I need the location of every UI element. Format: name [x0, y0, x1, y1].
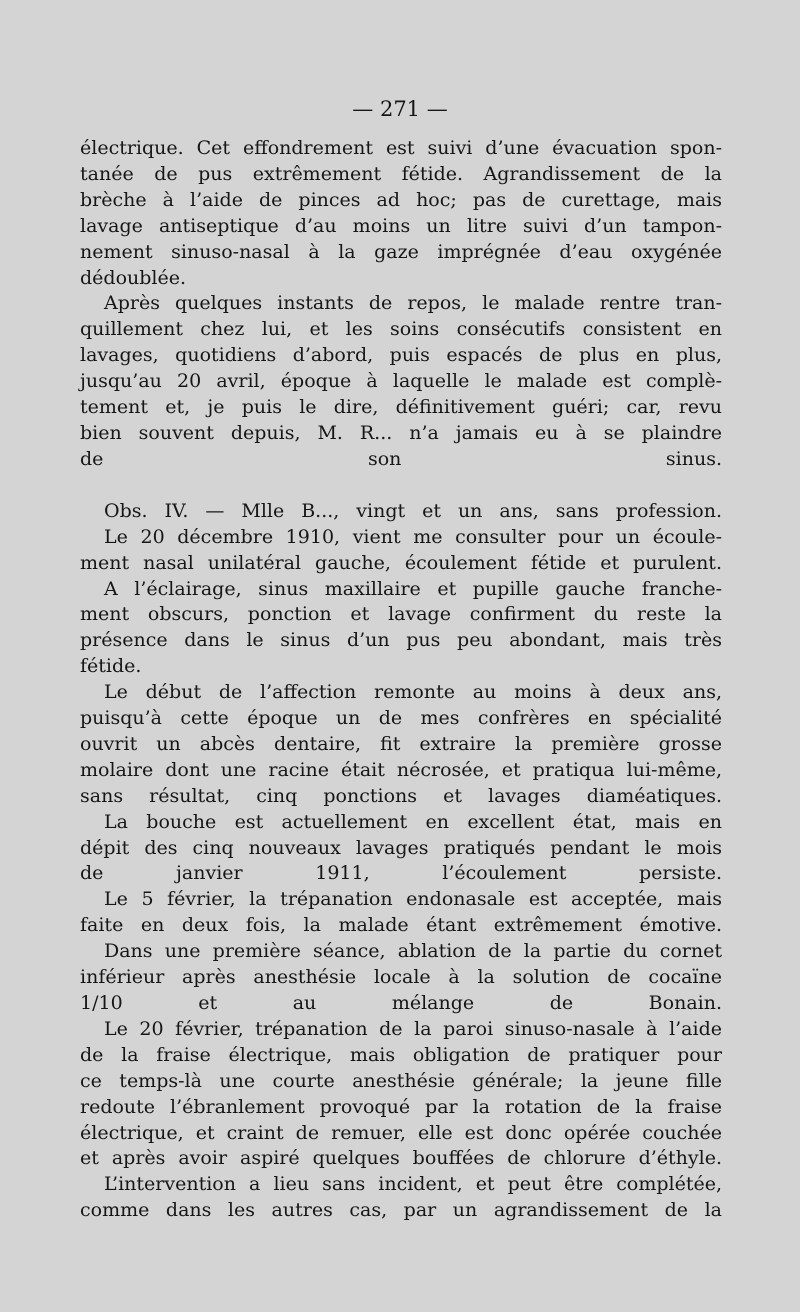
text-line: tanée de pus extrêmement fétide. Agrandissement de la: [80, 162, 722, 185]
text-line: ce temps-là une courte anesthésie générale; la jeune fille: [80, 1069, 722, 1092]
paragraph: [80, 810, 722, 888]
text-line: Après quelques instants de repos, le malade rentre tran-: [104, 292, 722, 315]
text-line: Dans une première séance, ablation de la partie du cornet: [104, 940, 722, 963]
text-line: L’intervention a lieu sans incident, et peut être complétée,: [104, 1173, 722, 1196]
text-line: inférieur après anesthésie locale à la solution de cocaïne: [80, 966, 722, 989]
text-line: dépit des cinq nouveaux lavages pratiqués pendant le mois: [80, 836, 722, 859]
paragraph: [80, 525, 722, 577]
text-line: électrique, et craint de remuer, elle est donc opérée couchée: [80, 1121, 722, 1144]
text-line: Le début de l’affection remonte au moins à deux ans,: [104, 681, 722, 704]
text-line: 1/10 et au mélange de Bonain.: [80, 992, 722, 1014]
section-gap: [80, 473, 722, 499]
text-line: molaire dont une racine était nécrosée, et pratiqua lui-même,: [80, 758, 722, 781]
paragraph: [80, 136, 722, 291]
observation-heading: Obs. IV. — Mlle B..., vingt et un ans, sans profession.: [104, 499, 722, 522]
paragraph: [80, 939, 722, 1017]
text-line: lavage antiseptique d’au moins un litre suivi d’un tampon-: [80, 214, 722, 237]
text-line: La bouche est actuellement en excellent état, mais en: [104, 810, 722, 833]
paragraph: [80, 887, 722, 939]
text-line: lavages, quotidiens d’abord, puis espacés de plus en plus,: [80, 344, 722, 367]
text-line: puisqu’à cette époque un de mes confrères en spécialité: [80, 707, 722, 730]
text-line: nement sinuso-nasal à la gaze imprégnée d’eau oxygénée: [80, 240, 722, 263]
text-line: ouvrit un abcès dentaire, fit extraire la première grosse: [80, 732, 722, 755]
text-line: de la fraise électrique, mais obligation de pratiquer pour: [80, 1043, 722, 1066]
paragraph: [80, 577, 722, 681]
body-text: [80, 136, 722, 1224]
paragraph: [80, 680, 722, 810]
text-line: comme dans les autres cas, par un agrandissement de la: [80, 1199, 722, 1222]
text-line: électrique. Cet effondrement est suivi d’une évacuation spon-: [80, 137, 722, 159]
text-line: tement et, je puis le dire, définitivement guéri; car, revu: [80, 396, 722, 419]
paragraph: [80, 1172, 722, 1224]
text-line: sans résultat, cinq ponctions et lavages diaméatiques.: [80, 784, 722, 807]
paragraph: [80, 1017, 722, 1172]
text-line: présence dans le sinus d’un pus peu abondant, mais très: [80, 629, 722, 652]
text-line: de janvier 1911, l’écoulement persiste.: [80, 862, 722, 885]
text-line: redoute l’ébranlement provoqué par la rotation de la fraise: [80, 1095, 722, 1118]
text-line: A l’éclairage, sinus maxillaire et pupille gauche franche-: [104, 577, 722, 600]
text-line: jusqu’au 20 avril, époque à laquelle le malade est complè-: [80, 370, 722, 393]
text-line: Le 20 décembre 1910, vient me consulter pour un écoule-: [104, 525, 722, 548]
text-line: de son sinus.: [80, 447, 722, 470]
text-line: brèche à l’aide de pinces ad hoc; pas de curettage, mais: [80, 188, 722, 211]
paragraph: [80, 499, 722, 525]
text-line: quillement chez lui, et les soins consécutifs consistent en: [80, 318, 722, 341]
text-line: fétide.: [80, 655, 142, 678]
text-line: ment obscurs, ponction et lavage confirment du reste la: [80, 603, 722, 626]
text-line: et après avoir aspiré quelques bouffées de chlorure d’éthyle.: [80, 1147, 722, 1170]
text-line: faite en deux fois, la malade étant extrêmement émotive.: [80, 914, 722, 937]
text-line: bien souvent depuis, M. R... n’a jamais eu à se plaindre: [80, 421, 722, 444]
text-line: Le 20 février, trépanation de la paroi sinuso-nasale à l’aide: [104, 1017, 722, 1040]
page-number: — 271 —: [352, 97, 448, 121]
text-line: dédoublée.: [80, 266, 187, 289]
paragraph: [80, 291, 722, 472]
text-line: Le 5 février, la trépanation endonasale est acceptée, mais: [104, 888, 722, 911]
text-line: ment nasal unilatéral gauche, écoulement fétide et purulent.: [80, 551, 722, 574]
